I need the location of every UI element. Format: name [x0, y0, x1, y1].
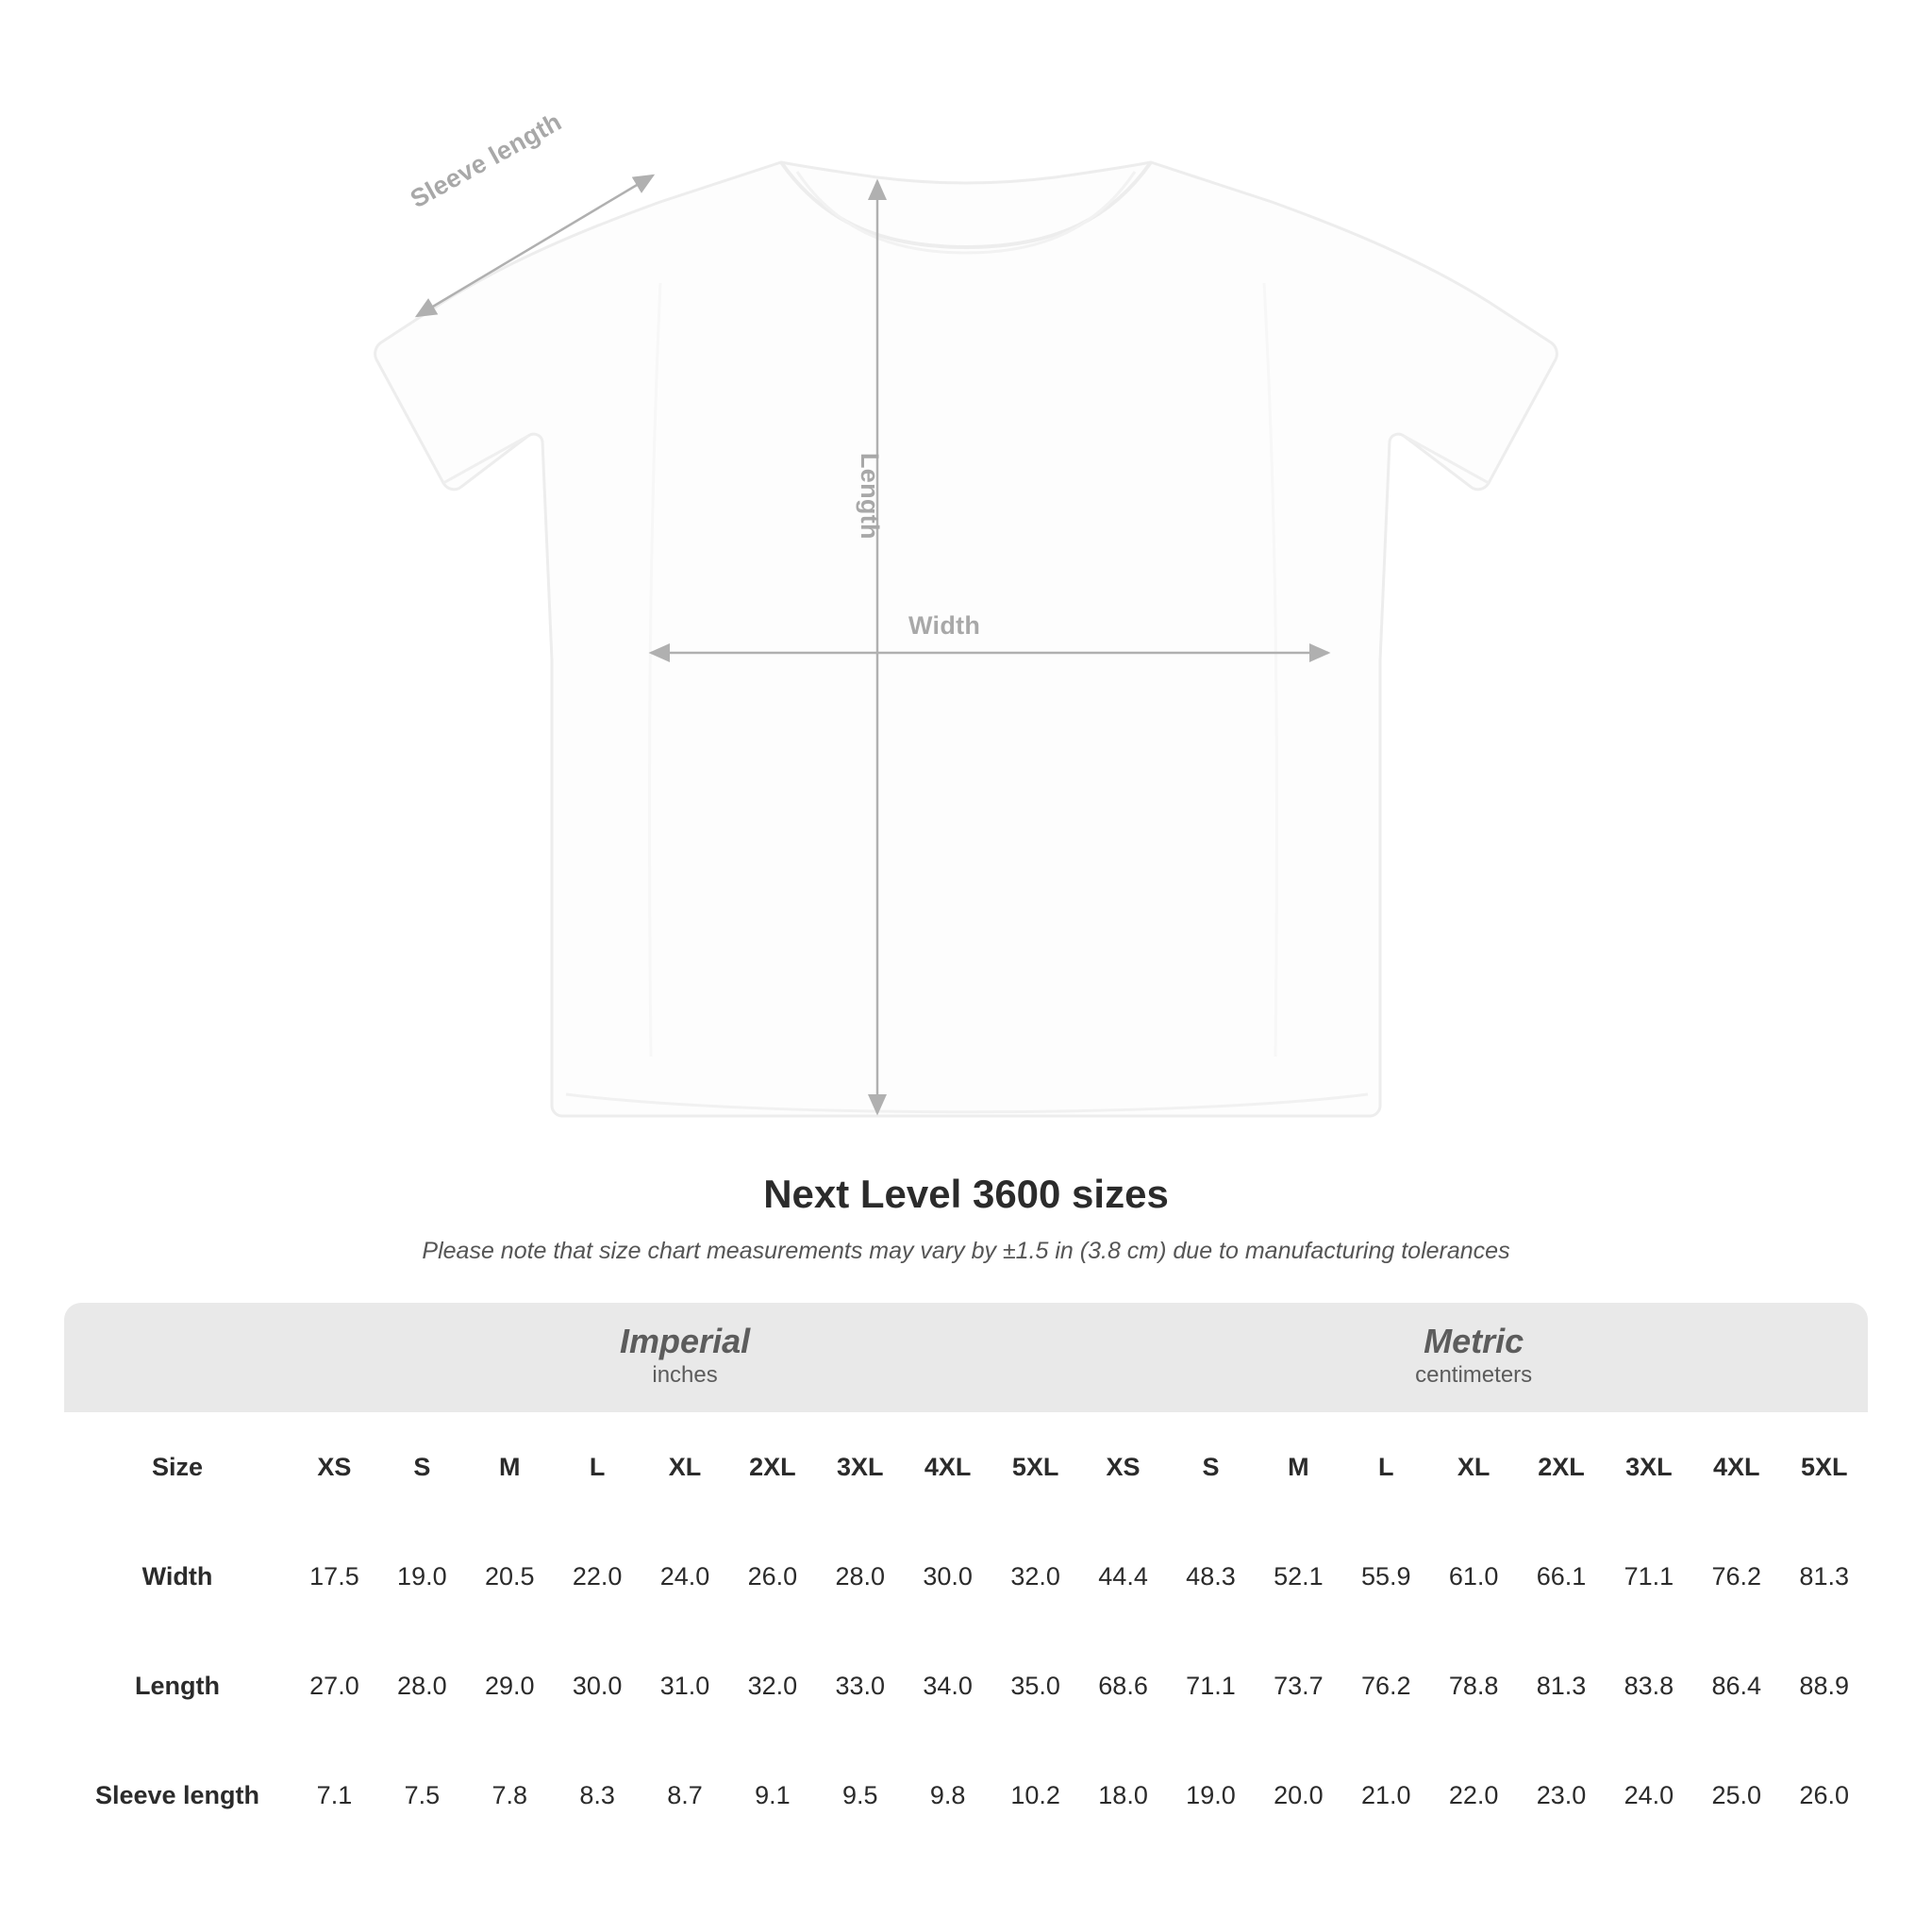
table-row [64, 1740, 1868, 1850]
row-label: Width [64, 1522, 291, 1631]
table-cell: 8.7 [641, 1740, 729, 1850]
size-header-cell: M [1255, 1412, 1342, 1522]
imperial-sublabel: inches [652, 1362, 718, 1389]
table-cell: 76.2 [1692, 1522, 1780, 1631]
size-header-cell: 4XL [1692, 1412, 1780, 1522]
row-label: Length [64, 1631, 291, 1740]
table-cell: 10.2 [991, 1740, 1079, 1850]
title-block [0, 1172, 1932, 1265]
table-cell: 48.3 [1167, 1522, 1255, 1631]
table-row [64, 1631, 1868, 1740]
imperial-group-header [291, 1303, 1079, 1412]
table-cell: 26.0 [728, 1522, 816, 1631]
size-header-cell: XS [1079, 1412, 1167, 1522]
size-header-cell: 4XL [904, 1412, 991, 1522]
table-cell: 28.0 [816, 1522, 904, 1631]
table-cell: 27.0 [291, 1631, 378, 1740]
size-header-cell: XL [641, 1412, 729, 1522]
metric-label: Metric [1424, 1322, 1524, 1361]
table-cell: 71.1 [1167, 1631, 1255, 1740]
table-cell: 26.0 [1780, 1740, 1868, 1850]
table-cell: 34.0 [904, 1631, 991, 1740]
table-cell: 9.8 [904, 1740, 991, 1850]
size-header-cell: L [554, 1412, 641, 1522]
size-header-label: Size [64, 1412, 291, 1522]
table-cell: 33.0 [816, 1631, 904, 1740]
table-cell: 30.0 [904, 1522, 991, 1631]
width-label: Width [908, 611, 981, 640]
size-table [64, 1303, 1868, 1850]
metric-sublabel: centimeters [1415, 1362, 1533, 1389]
table-cell: 29.0 [466, 1631, 554, 1740]
size-header-row [64, 1412, 1868, 1522]
size-header-cell: M [466, 1412, 554, 1522]
table-cell: 20.0 [1255, 1740, 1342, 1850]
table-cell: 78.8 [1430, 1631, 1518, 1740]
table-cell: 83.8 [1605, 1631, 1692, 1740]
unit-corner-cell [64, 1303, 291, 1412]
table-cell: 17.5 [291, 1522, 378, 1631]
size-table-wrap [64, 1303, 1868, 1850]
table-cell: 81.3 [1518, 1631, 1606, 1740]
table-cell: 73.7 [1255, 1631, 1342, 1740]
sleeve-length-label: Sleeve length [406, 107, 567, 214]
size-header-cell: 5XL [1780, 1412, 1868, 1522]
table-cell: 19.0 [1167, 1740, 1255, 1850]
table-cell: 21.0 [1342, 1740, 1430, 1850]
table-cell: 20.5 [466, 1522, 554, 1631]
table-cell: 9.1 [728, 1740, 816, 1850]
page-title: Next Level 3600 sizes [763, 1172, 1169, 1216]
table-cell: 76.2 [1342, 1631, 1430, 1740]
table-cell: 55.9 [1342, 1522, 1430, 1631]
table-cell: 19.0 [378, 1522, 466, 1631]
metric-group-header [1079, 1303, 1868, 1412]
table-cell: 7.5 [378, 1740, 466, 1850]
table-cell: 9.5 [816, 1740, 904, 1850]
table-cell: 32.0 [728, 1631, 816, 1740]
table-cell: 44.4 [1079, 1522, 1167, 1631]
table-cell: 23.0 [1518, 1740, 1606, 1850]
table-cell: 31.0 [641, 1631, 729, 1740]
size-header-cell: 5XL [991, 1412, 1079, 1522]
tolerance-note: Please note that size chart measurements may vary by ±1.5 in (3.8 cm) due to manufacturing tolerances [422, 1238, 1510, 1264]
size-header-cell: XL [1430, 1412, 1518, 1522]
table-cell: 35.0 [991, 1631, 1079, 1740]
size-header-cell: XS [291, 1412, 378, 1522]
table-cell: 81.3 [1780, 1522, 1868, 1631]
size-header-cell: 3XL [816, 1412, 904, 1522]
table-cell: 25.0 [1692, 1740, 1780, 1850]
table-cell: 61.0 [1430, 1522, 1518, 1631]
table-cell: 7.8 [466, 1740, 554, 1850]
table-cell: 66.1 [1518, 1522, 1606, 1631]
table-cell: 7.1 [291, 1740, 378, 1850]
table-cell: 22.0 [1430, 1740, 1518, 1850]
table-cell: 18.0 [1079, 1740, 1167, 1850]
table-cell: 86.4 [1692, 1631, 1780, 1740]
table-cell: 28.0 [378, 1631, 466, 1740]
table-cell: 22.0 [554, 1522, 641, 1631]
size-header-cell: S [1167, 1412, 1255, 1522]
imperial-label: Imperial [620, 1322, 751, 1361]
row-label: Sleeve length [64, 1740, 291, 1850]
table-cell: 88.9 [1780, 1631, 1868, 1740]
table-cell: 24.0 [641, 1522, 729, 1631]
table-cell: 68.6 [1079, 1631, 1167, 1740]
size-header-cell: 2XL [1518, 1412, 1606, 1522]
table-cell: 52.1 [1255, 1522, 1342, 1631]
unit-header-row [64, 1303, 1868, 1412]
table-cell: 71.1 [1605, 1522, 1692, 1631]
size-header-cell: L [1342, 1412, 1430, 1522]
table-row [64, 1522, 1868, 1631]
table-cell: 32.0 [991, 1522, 1079, 1631]
table-cell: 30.0 [554, 1631, 641, 1740]
size-header-cell: 3XL [1605, 1412, 1692, 1522]
table-cell: 8.3 [554, 1740, 641, 1850]
table-cell: 24.0 [1605, 1740, 1692, 1850]
length-label: Length [856, 453, 884, 540]
size-header-cell: S [378, 1412, 466, 1522]
size-header-cell: 2XL [728, 1412, 816, 1522]
